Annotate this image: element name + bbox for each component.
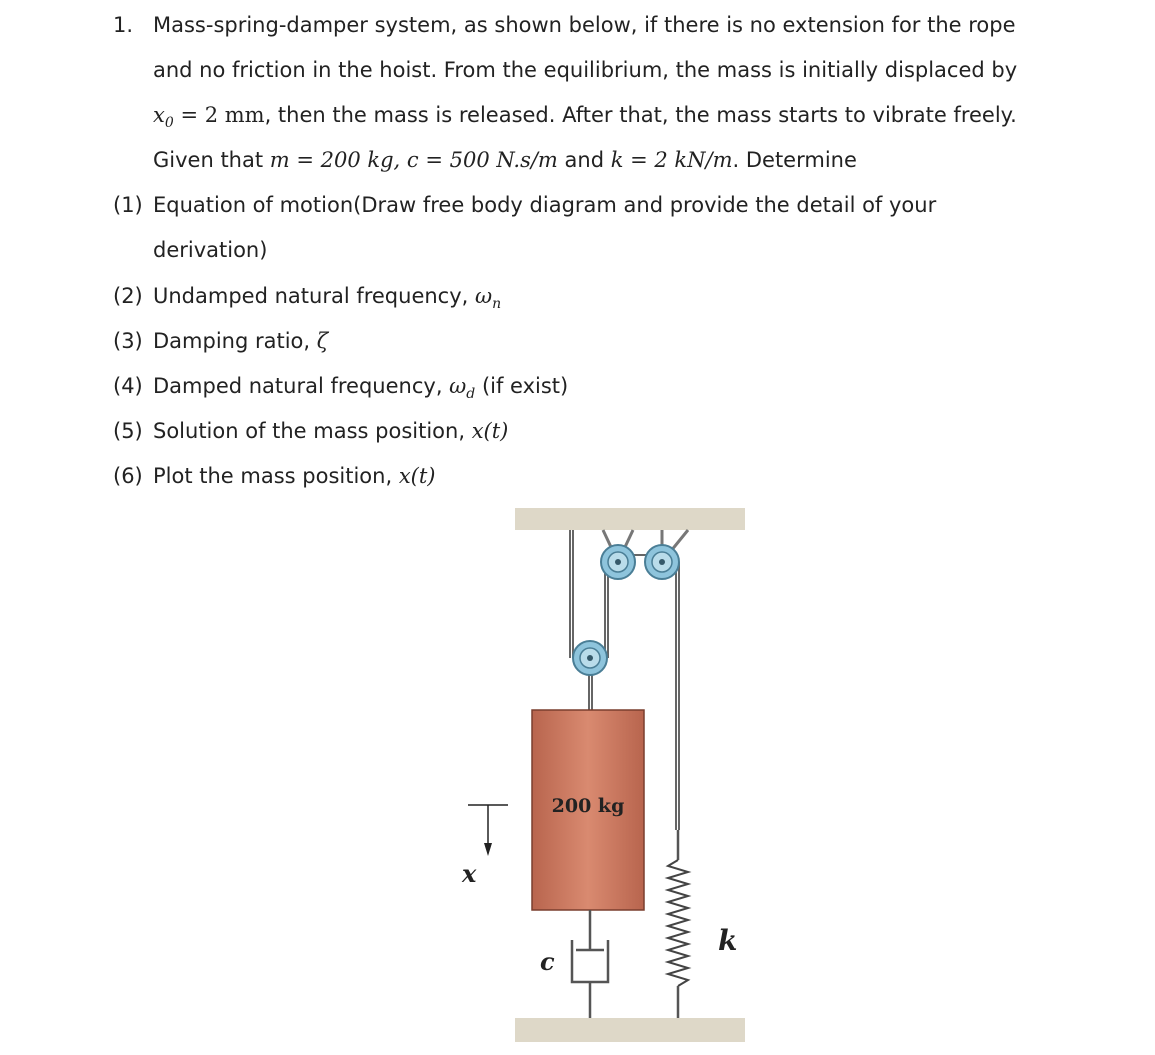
given-k: k = 2 kN/m — [610, 148, 733, 172]
item-text: derivation) — [153, 238, 268, 262]
item-marker: (3) — [113, 329, 143, 353]
k-label: k — [718, 924, 738, 957]
floor — [515, 1018, 745, 1042]
problem-line-2 — [153, 56, 1017, 84]
item-5 — [113, 417, 508, 445]
item-6 — [113, 462, 435, 490]
item-text-after: (if exist) — [475, 374, 569, 398]
item-marker: (1) — [113, 193, 143, 217]
pulley-top-right — [645, 545, 679, 579]
given-suffix: . Determine — [732, 148, 857, 172]
item-marker: (5) — [113, 419, 143, 443]
item-4 — [113, 372, 568, 403]
given-and: and — [557, 148, 611, 172]
x0-symbol: x — [153, 103, 165, 127]
pulley-lower — [573, 641, 607, 675]
spring — [668, 830, 688, 1018]
problem-line-1 — [113, 11, 1016, 39]
item-marker: (2) — [113, 284, 143, 308]
c-label: c — [540, 947, 555, 976]
item-text: Equation of motion(Draw free body diagram and provide the detail of your — [153, 193, 937, 217]
damper — [572, 910, 608, 1018]
problem-text-3: , then the mass is released. After that, the mass starts to vibrate freely. — [264, 103, 1017, 127]
xt-symbol: x(t) — [471, 419, 509, 443]
omega-symbol: ω — [449, 374, 467, 398]
problem-line-4 — [153, 146, 857, 174]
item-1 — [113, 191, 936, 219]
item-2 — [113, 282, 501, 313]
item-text: Solution of the mass position, — [153, 419, 472, 443]
x0-subscript: 0 — [164, 115, 174, 131]
xt-symbol: x(t) — [398, 464, 436, 488]
pulley-top-left — [601, 545, 635, 579]
omega-subscript: n — [492, 296, 502, 312]
item-text: Undamped natural frequency, — [153, 284, 476, 308]
ceiling — [515, 508, 745, 530]
item-3 — [113, 327, 328, 355]
item-text: Damped natural frequency, — [153, 374, 450, 398]
mass-spring-damper-figure — [440, 500, 760, 1050]
item-marker: (6) — [113, 464, 143, 488]
problem-text-2: and no friction in the hoist. From the equilibrium, the mass is initially displaced by — [153, 58, 1018, 82]
x-label: x — [462, 859, 477, 888]
problem-line-3 — [153, 101, 1017, 132]
x-arrow — [468, 805, 508, 856]
item-text: Damping ratio, — [153, 329, 317, 353]
given-m-c: m = 200 kg, c = 500 N.s/m — [269, 148, 558, 172]
zeta-symbol: ζ — [316, 329, 329, 353]
omega-subscript: d — [466, 386, 476, 402]
omega-symbol: ω — [475, 284, 493, 308]
problem-text-1: Mass-spring-damper system, as shown below, if there is no extension for the rope — [153, 13, 1016, 37]
given-prefix: Given that — [153, 148, 270, 172]
mass-label: 200 kg — [551, 795, 625, 817]
item-text: Plot the mass position, — [153, 464, 399, 488]
problem-number: 1. — [113, 13, 134, 37]
x0-value: = 2 mm — [173, 103, 265, 127]
item-marker: (4) — [113, 374, 143, 398]
item-1-continued — [153, 236, 267, 264]
